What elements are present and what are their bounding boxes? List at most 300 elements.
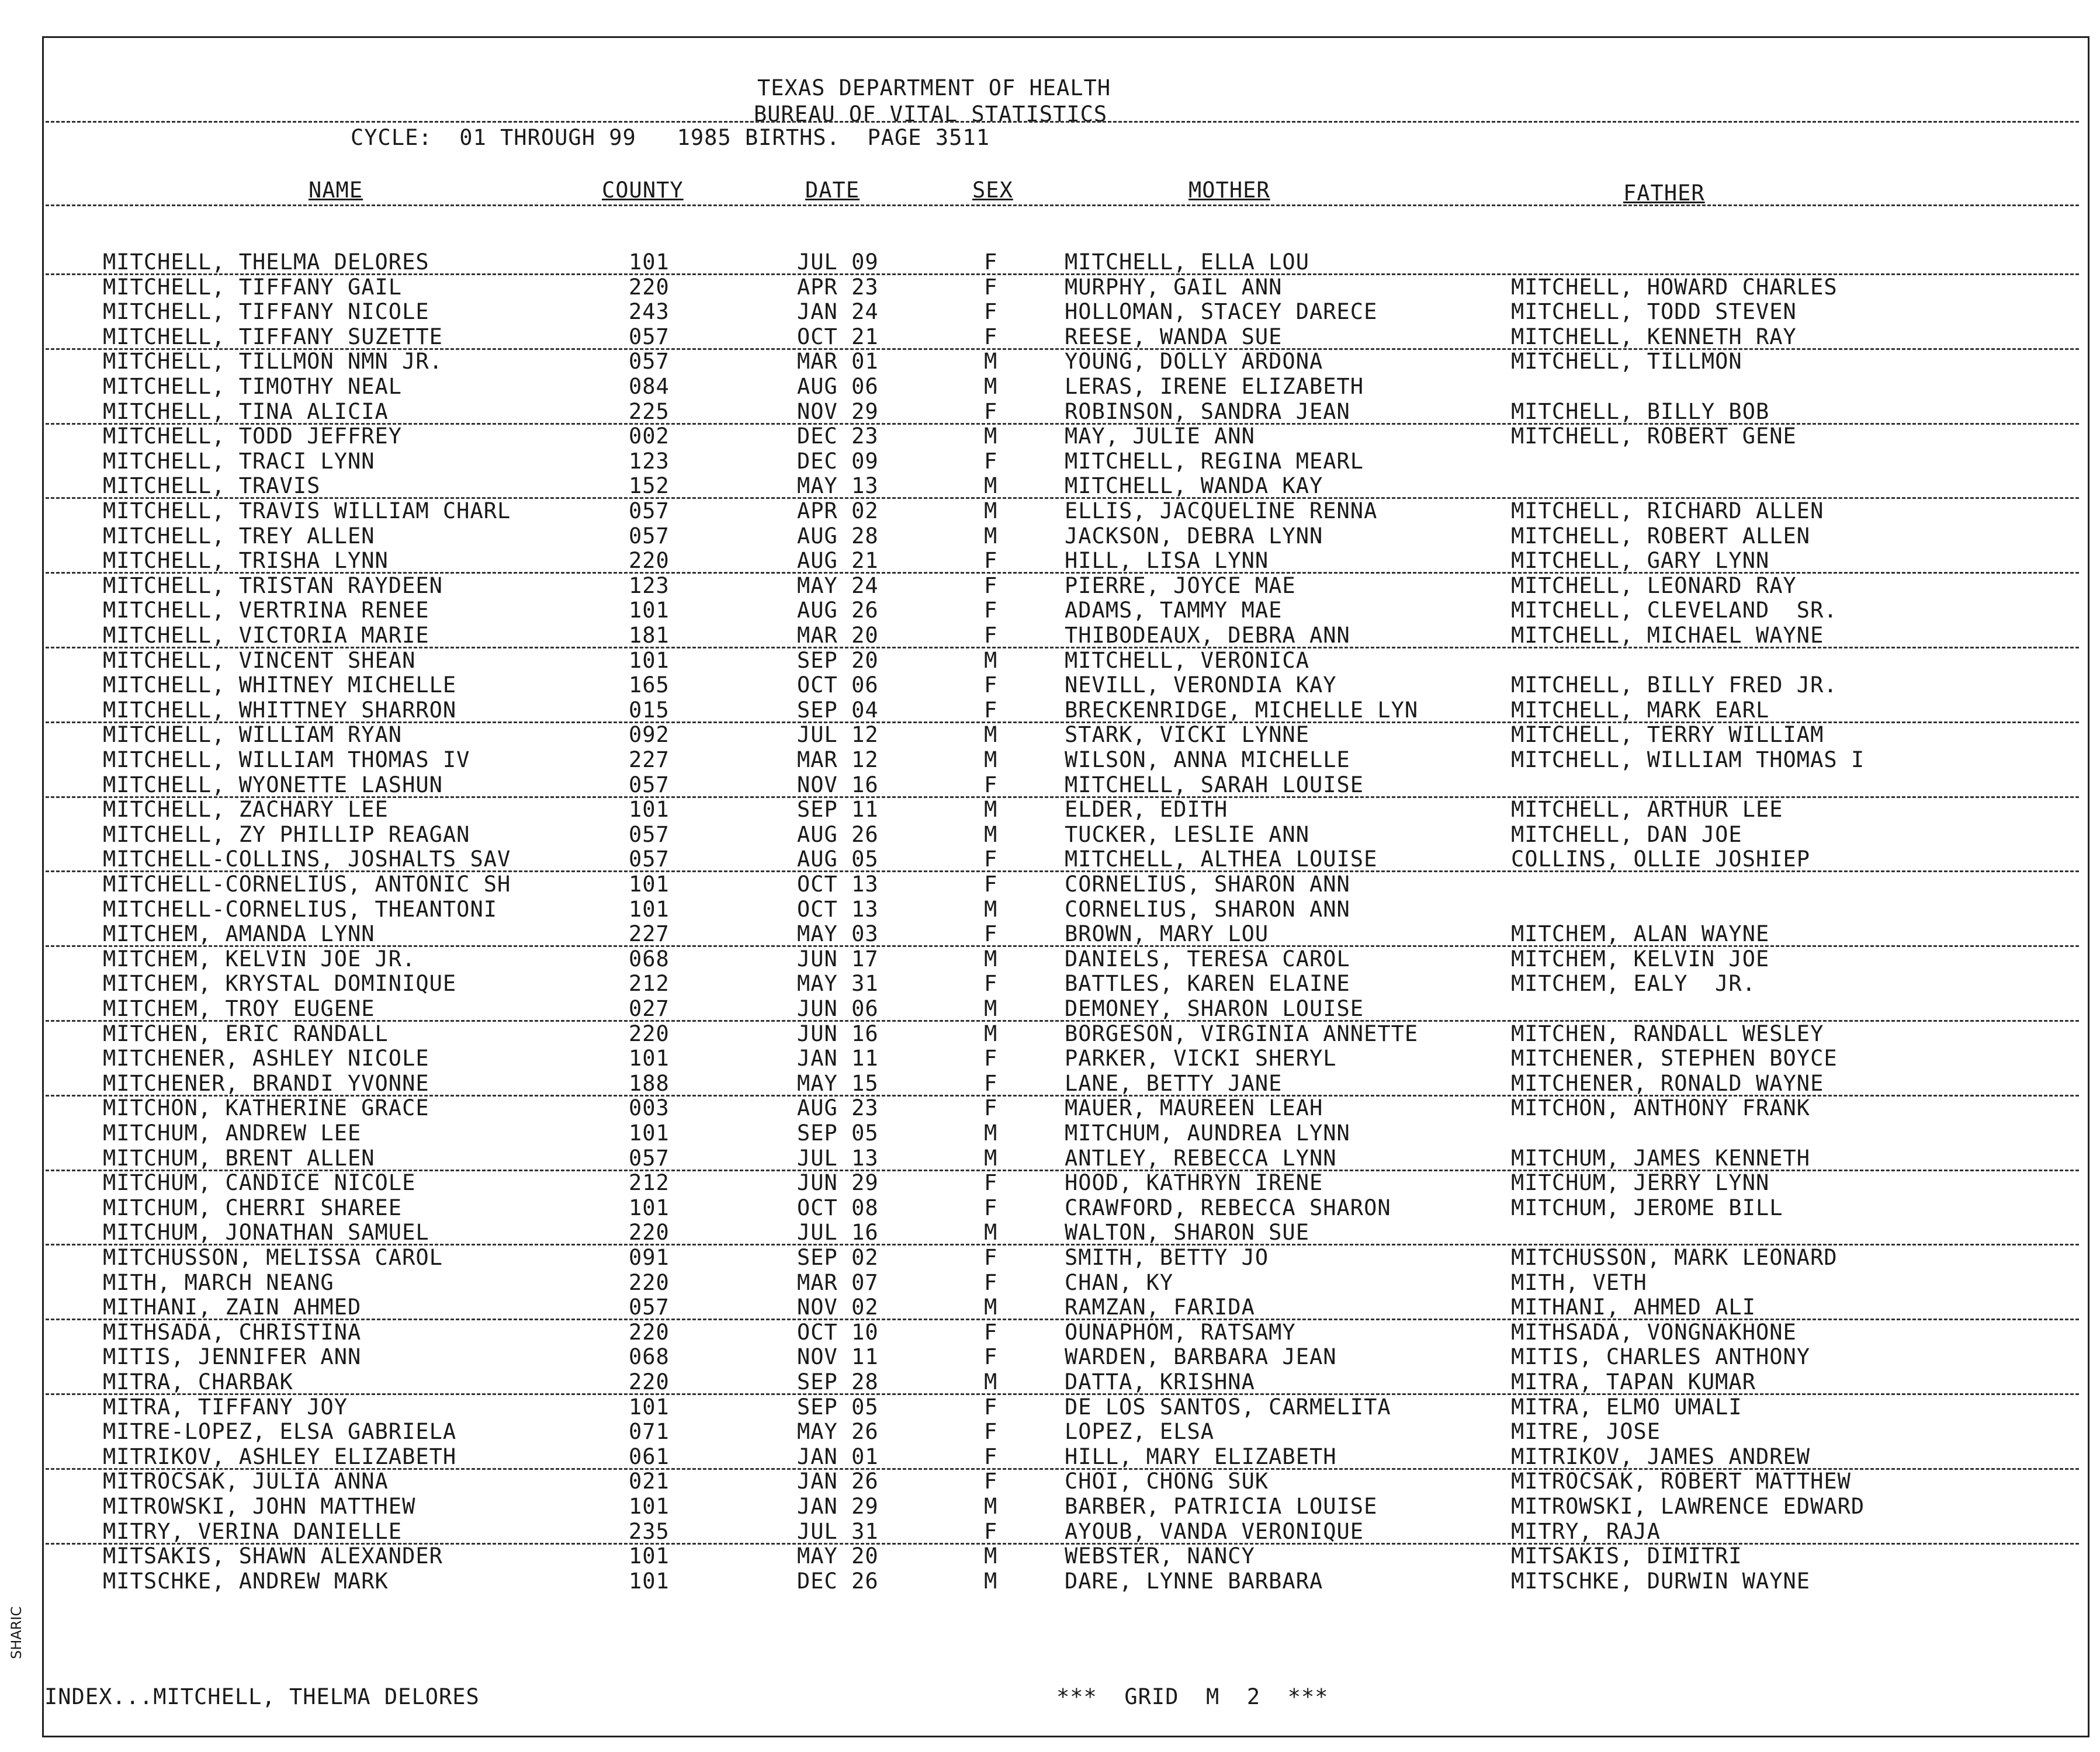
record-father: MITRA, ELMO UMALI bbox=[1511, 1394, 1742, 1420]
record-father: MITCHENER, RONALD WAYNE bbox=[1511, 1070, 1824, 1096]
record-name: MITCHELL, WHITTNEY SHARRON bbox=[103, 697, 457, 723]
record-sex: M bbox=[984, 424, 998, 449]
record-mother: YOUNG, DOLLY ARDONA bbox=[1065, 349, 1323, 374]
record-name: MITSAKIS, SHAWN ALEXANDER bbox=[103, 1543, 443, 1569]
record-mother: JACKSON, DEBRA LYNN bbox=[1065, 523, 1323, 549]
record-sex: F bbox=[984, 1469, 998, 1494]
record-date: AUG 26 bbox=[797, 821, 879, 847]
record-father: MITCHELL, BILLY BOB bbox=[1511, 398, 1770, 424]
record-date: JUL 31 bbox=[797, 1518, 879, 1544]
record-date: APR 23 bbox=[797, 274, 879, 300]
record-date: SEP 05 bbox=[797, 1120, 879, 1146]
record-county: 212 bbox=[629, 1170, 670, 1196]
record-father: MITCHEM, EALY JR. bbox=[1511, 971, 1756, 997]
record-father: MITCHENER, STEPHEN BOYCE bbox=[1511, 1046, 1838, 1071]
record-sex: F bbox=[984, 1170, 998, 1196]
record-name: MITCHELL, VICTORIA MARIE bbox=[103, 623, 429, 648]
header-rule bbox=[46, 121, 2079, 123]
record-mother: OUNAPHOM, RATSAMY bbox=[1065, 1319, 1296, 1345]
table-row bbox=[0, 275, 2100, 300]
record-mother: PARKER, VICKI SHERYL bbox=[1065, 1046, 1337, 1071]
table-row bbox=[0, 1271, 2100, 1295]
record-county: 021 bbox=[629, 1469, 670, 1494]
record-county: 057 bbox=[629, 1295, 670, 1320]
column-header-father: FATHER bbox=[1623, 181, 1705, 206]
record-mother: MITCHELL, ALTHEA LOUISE bbox=[1065, 846, 1378, 872]
record-date: JUL 13 bbox=[797, 1145, 879, 1171]
table-row bbox=[0, 1445, 2100, 1469]
record-father: MITIS, CHARLES ANTHONY bbox=[1511, 1344, 1811, 1370]
record-mother: BARBER, PATRICIA LOUISE bbox=[1065, 1494, 1378, 1519]
record-date: MAY 26 bbox=[797, 1419, 879, 1445]
table-row bbox=[0, 972, 2100, 996]
record-father: MITCHELL, ROBERT GENE bbox=[1511, 424, 1797, 449]
record-date: SEP 02 bbox=[797, 1245, 879, 1270]
record-father: MITROWSKI, LAWRENCE EDWARD bbox=[1511, 1494, 1865, 1519]
record-father: MITRIKOV, JAMES ANDREW bbox=[1511, 1444, 1811, 1469]
record-date: MAY 13 bbox=[797, 473, 879, 499]
record-sex: F bbox=[984, 1518, 998, 1544]
record-name: MITCHENER, ASHLEY NICOLE bbox=[103, 1046, 429, 1071]
column-header-name: NAME bbox=[309, 178, 363, 203]
record-date: JAN 29 bbox=[797, 1494, 879, 1519]
record-county: 220 bbox=[629, 1220, 670, 1246]
record-mother: MITCHELL, REGINA MEARL bbox=[1065, 448, 1364, 474]
record-date: MAY 31 bbox=[797, 971, 879, 997]
record-county: 165 bbox=[629, 672, 670, 698]
record-county: 227 bbox=[629, 747, 670, 772]
record-date: AUG 23 bbox=[797, 1095, 879, 1121]
record-county: 101 bbox=[629, 598, 670, 623]
record-sex: F bbox=[984, 1394, 998, 1420]
record-father: MITSCHKE, DURWIN WAYNE bbox=[1511, 1568, 1811, 1594]
table-row bbox=[0, 1420, 2100, 1444]
record-sex: M bbox=[984, 473, 998, 499]
table-row bbox=[0, 847, 2100, 872]
record-mother: CRAWFORD, REBECCA SHARON bbox=[1065, 1195, 1391, 1220]
record-date: OCT 13 bbox=[797, 872, 879, 897]
record-mother: HOOD, KATHRYN IRENE bbox=[1065, 1170, 1323, 1196]
table-row bbox=[0, 1220, 2100, 1245]
record-date: DEC 23 bbox=[797, 424, 879, 449]
record-sex: F bbox=[984, 1269, 998, 1295]
record-county: 091 bbox=[629, 1245, 670, 1270]
record-name: MITCHUM, CANDICE NICOLE bbox=[103, 1170, 416, 1196]
table-row bbox=[0, 499, 2100, 523]
record-sex: F bbox=[984, 1419, 998, 1445]
record-name: MITCHELL, TODD JEFFREY bbox=[103, 424, 403, 449]
record-mother: TUCKER, LESLIE ANN bbox=[1065, 821, 1309, 847]
record-father: MITCHELL, HOWARD CHARLES bbox=[1511, 274, 1838, 300]
record-mother: BORGESON, VIRGINIA ANNETTE bbox=[1065, 1021, 1419, 1046]
table-row bbox=[0, 524, 2100, 549]
record-county: 057 bbox=[629, 1145, 670, 1171]
table-row bbox=[0, 897, 2100, 922]
header-cycle: CYCLE: 01 THROUGH 99 1985 BIRTHS. PAGE 3511 bbox=[351, 125, 990, 150]
record-sex: F bbox=[984, 872, 998, 897]
record-mother: THIBODEAUX, DEBRA ANN bbox=[1065, 623, 1350, 648]
record-mother: MAY, JULIE ANN bbox=[1065, 424, 1255, 449]
record-date: JUL 12 bbox=[797, 722, 879, 748]
record-name: MITCHUSSON, MELISSA CAROL bbox=[103, 1245, 443, 1270]
record-father: MITRE, JOSE bbox=[1511, 1419, 1661, 1445]
record-name: MITRA, CHARBAK bbox=[103, 1369, 293, 1394]
record-county: 071 bbox=[629, 1419, 670, 1445]
record-name: MITCHEM, AMANDA LYNN bbox=[103, 921, 375, 947]
record-name: MITCHELL, TRISTAN RAYDEEN bbox=[103, 573, 443, 598]
record-name: MITCHELL, TRAVIS WILLIAM CHARL bbox=[103, 498, 511, 523]
record-mother: CORNELIUS, SHARON ANN bbox=[1065, 896, 1350, 922]
record-mother: DEMONEY, SHARON LOUISE bbox=[1065, 996, 1364, 1021]
record-county: 212 bbox=[629, 971, 670, 997]
table-row bbox=[0, 1295, 2100, 1320]
record-date: OCT 08 bbox=[797, 1195, 879, 1220]
record-father: MITHANI, AHMED ALI bbox=[1511, 1295, 1756, 1320]
record-mother: AYOUB, VANDA VERONIQUE bbox=[1065, 1518, 1364, 1544]
record-county: 123 bbox=[629, 573, 670, 598]
table-row bbox=[0, 300, 2100, 324]
table-row bbox=[0, 449, 2100, 474]
record-sex: F bbox=[984, 921, 998, 947]
record-mother: CHOI, CHONG SUK bbox=[1065, 1469, 1269, 1494]
record-sex: F bbox=[984, 697, 998, 723]
record-date: NOV 11 bbox=[797, 1344, 879, 1370]
record-mother: MITCHELL, WANDA KAY bbox=[1065, 473, 1323, 499]
table-row bbox=[0, 1345, 2100, 1369]
record-county: 225 bbox=[629, 398, 670, 424]
record-sex: M bbox=[984, 1295, 998, 1320]
record-mother: WEBSTER, NANCY bbox=[1065, 1543, 1255, 1569]
table-row bbox=[0, 1544, 2100, 1569]
table-row bbox=[0, 598, 2100, 623]
table-row bbox=[0, 549, 2100, 573]
record-sex: M bbox=[984, 896, 998, 922]
record-name: MITCHUM, CHERRI SHAREE bbox=[103, 1195, 403, 1220]
record-date: AUG 05 bbox=[797, 846, 879, 872]
record-county: 235 bbox=[629, 1518, 670, 1544]
record-mother: DE LOS SANTOS, CARMELITA bbox=[1065, 1394, 1391, 1420]
record-sex: F bbox=[984, 598, 998, 623]
table-row bbox=[0, 997, 2100, 1021]
record-sex: F bbox=[984, 1245, 998, 1270]
record-name: MITCHELL, VINCENT SHEAN bbox=[103, 647, 416, 673]
record-sex: M bbox=[984, 647, 998, 673]
table-row bbox=[0, 1395, 2100, 1420]
record-father: MITCHELL, DAN JOE bbox=[1511, 821, 1742, 847]
record-mother: HILL, LISA LYNN bbox=[1065, 548, 1269, 574]
record-sex: M bbox=[984, 1145, 998, 1171]
record-date: SEP 20 bbox=[797, 647, 879, 673]
column-header-rule bbox=[46, 204, 2079, 206]
record-date: SEP 04 bbox=[797, 697, 879, 723]
record-county: 227 bbox=[629, 921, 670, 947]
table-row bbox=[0, 1022, 2100, 1046]
record-date: OCT 21 bbox=[797, 324, 879, 349]
record-name: MITH, MARCH NEANG bbox=[103, 1269, 334, 1295]
table-row bbox=[0, 748, 2100, 772]
table-row bbox=[0, 1469, 2100, 1494]
record-date: AUG 06 bbox=[797, 374, 879, 399]
record-mother: NEVILL, VERONDIA KAY bbox=[1065, 672, 1337, 698]
record-father: MITCHELL, CLEVELAND SR. bbox=[1511, 598, 1838, 623]
record-mother: BATTLES, KAREN ELAINE bbox=[1065, 971, 1350, 997]
record-sex: M bbox=[984, 821, 998, 847]
record-mother: MITCHELL, SARAH LOUISE bbox=[1065, 772, 1364, 797]
record-name: MITRA, TIFFANY JOY bbox=[103, 1394, 348, 1420]
record-county: 220 bbox=[629, 274, 670, 300]
record-name: MITCHELL, WHITNEY MICHELLE bbox=[103, 672, 457, 698]
record-mother: HOLLOMAN, STACEY DARECE bbox=[1065, 299, 1378, 325]
record-name: MITCHELL, WYONETTE LASHUN bbox=[103, 772, 443, 797]
column-header-date: DATE bbox=[805, 178, 860, 203]
record-sex: M bbox=[984, 1021, 998, 1046]
table-row bbox=[0, 623, 2100, 648]
record-father: MITSAKIS, DIMITRI bbox=[1511, 1543, 1742, 1569]
record-father: MITROCSAK, ROBERT MATTHEW bbox=[1511, 1469, 1851, 1494]
record-name: MITCHELL, TILLMON NMN JR. bbox=[103, 349, 443, 374]
table-row bbox=[0, 797, 2100, 822]
record-name: MITCHON, KATHERINE GRACE bbox=[103, 1095, 429, 1121]
record-date: AUG 28 bbox=[797, 523, 879, 549]
record-name: MITROCSAK, JULIA ANNA bbox=[103, 1469, 389, 1494]
record-mother: BRECKENRIDGE, MICHELLE LYN bbox=[1065, 697, 1419, 723]
record-sex: F bbox=[984, 548, 998, 574]
record-sex: F bbox=[984, 1444, 998, 1469]
record-father: MITCHELL, ARTHUR LEE bbox=[1511, 797, 1783, 823]
table-row bbox=[0, 250, 2100, 275]
record-sex: F bbox=[984, 1046, 998, 1071]
record-date: JUL 16 bbox=[797, 1220, 879, 1246]
record-name: MITCHELL, TINA ALICIA bbox=[103, 398, 389, 424]
record-date: MAR 20 bbox=[797, 623, 879, 648]
record-date: OCT 06 bbox=[797, 672, 879, 698]
record-sex: M bbox=[984, 747, 998, 772]
table-row bbox=[0, 922, 2100, 946]
record-father: MITCHELL, WILLIAM THOMAS I bbox=[1511, 747, 1865, 772]
header-bureau: BUREAU OF VITAL STATISTICS bbox=[754, 102, 1108, 127]
record-sex: M bbox=[984, 946, 998, 972]
record-date: NOV 02 bbox=[797, 1295, 879, 1320]
record-sex: M bbox=[984, 1369, 998, 1394]
record-mother: STARK, VICKI LYNNE bbox=[1065, 722, 1309, 748]
record-sex: F bbox=[984, 448, 998, 474]
record-county: 057 bbox=[629, 349, 670, 374]
record-date: MAY 15 bbox=[797, 1070, 879, 1096]
record-sex: M bbox=[984, 722, 998, 748]
record-mother: ADAMS, TAMMY MAE bbox=[1065, 598, 1283, 623]
record-sex: M bbox=[984, 349, 998, 374]
record-father: MITCHELL, TODD STEVEN bbox=[1511, 299, 1797, 325]
record-name: MITCHELL, WILLIAM RYAN bbox=[103, 722, 403, 748]
record-date: MAY 03 bbox=[797, 921, 879, 947]
record-name: MITCHELL, WILLIAM THOMAS IV bbox=[103, 747, 470, 772]
record-name: MITCHEM, KELVIN JOE JR. bbox=[103, 946, 416, 972]
record-county: 015 bbox=[629, 697, 670, 723]
table-row bbox=[0, 325, 2100, 349]
record-father: MITCHELL, GARY LYNN bbox=[1511, 548, 1770, 574]
record-father: MITCHELL, BILLY FRED JR. bbox=[1511, 672, 1838, 698]
record-name: MITCHELL, TRACI LYNN bbox=[103, 448, 375, 474]
record-date: NOV 29 bbox=[797, 398, 879, 424]
record-name: MITCHEN, ERIC RANDALL bbox=[103, 1021, 389, 1046]
record-county: 152 bbox=[629, 473, 670, 499]
record-county: 101 bbox=[629, 872, 670, 897]
table-row bbox=[0, 424, 2100, 449]
table-row bbox=[0, 673, 2100, 698]
record-father: MITCHEM, ALAN WAYNE bbox=[1511, 921, 1770, 947]
record-name: MITCHELL-CORNELIUS, ANTONIC SH bbox=[103, 872, 511, 897]
record-name: MITCHELL, ZACHARY LEE bbox=[103, 797, 389, 823]
record-father: MITCHEM, KELVIN JOE bbox=[1511, 946, 1770, 972]
record-mother: LANE, BETTY JANE bbox=[1065, 1070, 1283, 1096]
record-father: MITCHELL, LEONARD RAY bbox=[1511, 573, 1797, 598]
record-mother: ROBINSON, SANDRA JEAN bbox=[1065, 398, 1350, 424]
record-county: 003 bbox=[629, 1095, 670, 1121]
record-name: MITRIKOV, ASHLEY ELIZABETH bbox=[103, 1444, 457, 1469]
record-father: MITCHUSSON, MARK LEONARD bbox=[1511, 1245, 1838, 1270]
table-row bbox=[0, 1146, 2100, 1171]
table-row bbox=[0, 1569, 2100, 1594]
record-name: MITSCHKE, ANDREW MARK bbox=[103, 1568, 389, 1594]
record-county: 181 bbox=[629, 623, 670, 648]
table-row bbox=[0, 400, 2100, 424]
record-sex: M bbox=[984, 523, 998, 549]
record-sex: F bbox=[984, 772, 998, 797]
record-father: MITCHUM, JAMES KENNETH bbox=[1511, 1145, 1811, 1171]
record-name: MITCHEM, TROY EUGENE bbox=[103, 996, 375, 1021]
record-county: 068 bbox=[629, 1344, 670, 1370]
record-county: 101 bbox=[629, 1494, 670, 1519]
column-header-sex: SEX bbox=[972, 178, 1013, 203]
record-name: MITCHUM, ANDREW LEE bbox=[103, 1120, 362, 1146]
record-county: 243 bbox=[629, 299, 670, 325]
record-father: MITCHEN, RANDALL WESLEY bbox=[1511, 1021, 1824, 1046]
record-sex: F bbox=[984, 249, 998, 275]
record-father: MITCHELL, ROBERT ALLEN bbox=[1511, 523, 1811, 549]
record-name: MITCHENER, BRANDI YVONNE bbox=[103, 1070, 429, 1096]
footer-grid: *** GRID M 2 *** bbox=[1056, 1684, 1329, 1709]
table-row bbox=[0, 947, 2100, 972]
table-row bbox=[0, 574, 2100, 598]
record-mother: ELLIS, JACQUELINE RENNA bbox=[1065, 498, 1378, 523]
record-name: MITCHELL, TRISHA LYNN bbox=[103, 548, 389, 574]
record-county: 123 bbox=[629, 448, 670, 474]
record-county: 101 bbox=[629, 896, 670, 922]
record-county: 101 bbox=[629, 1543, 670, 1569]
record-name: MITIS, JENNIFER ANN bbox=[103, 1344, 362, 1370]
record-date: MAR 07 bbox=[797, 1269, 879, 1295]
record-name: MITCHELL-COLLINS, JOSHALTS SAV bbox=[103, 846, 511, 872]
record-date: DEC 26 bbox=[797, 1568, 879, 1594]
record-sex: F bbox=[984, 971, 998, 997]
record-county: 027 bbox=[629, 996, 670, 1021]
table-row bbox=[0, 823, 2100, 847]
record-father: MITRY, RAJA bbox=[1511, 1518, 1661, 1544]
table-row bbox=[0, 1246, 2100, 1270]
record-date: JAN 24 bbox=[797, 299, 879, 325]
record-sex: F bbox=[984, 573, 998, 598]
record-mother: HILL, MARY ELIZABETH bbox=[1065, 1444, 1337, 1469]
record-father: MITCHUM, JEROME BILL bbox=[1511, 1195, 1783, 1220]
record-county: 061 bbox=[629, 1444, 670, 1469]
record-sex: F bbox=[984, 398, 998, 424]
table-row bbox=[0, 648, 2100, 673]
record-father: MITCHELL, TERRY WILLIAM bbox=[1511, 722, 1824, 748]
record-name: MITROWSKI, JOHN MATTHEW bbox=[103, 1494, 416, 1519]
record-name: MITCHELL, VERTRINA RENEE bbox=[103, 598, 429, 623]
record-mother: WARDEN, BARBARA JEAN bbox=[1065, 1344, 1337, 1370]
record-name: MITHANI, ZAIN AHMED bbox=[103, 1295, 362, 1320]
record-date: OCT 10 bbox=[797, 1319, 879, 1345]
record-date: APR 02 bbox=[797, 498, 879, 523]
record-date: JUN 16 bbox=[797, 1021, 879, 1046]
record-sex: M bbox=[984, 374, 998, 399]
record-sex: M bbox=[984, 1543, 998, 1569]
record-county: 220 bbox=[629, 1021, 670, 1046]
record-date: AUG 26 bbox=[797, 598, 879, 623]
footer-index: INDEX...MITCHELL, THELMA DELORES bbox=[44, 1684, 480, 1709]
record-sex: M bbox=[984, 1120, 998, 1146]
record-father: MITCHUM, JERRY LYNN bbox=[1511, 1170, 1770, 1196]
record-county: 057 bbox=[629, 846, 670, 872]
record-name: MITCHEM, KRYSTAL DOMINIQUE bbox=[103, 971, 457, 997]
record-sex: F bbox=[984, 299, 998, 325]
record-father: MITRA, TAPAN KUMAR bbox=[1511, 1369, 1756, 1394]
table-row bbox=[0, 1494, 2100, 1519]
record-date: MAR 01 bbox=[797, 349, 879, 374]
record-county: 002 bbox=[629, 424, 670, 449]
record-date: JAN 01 bbox=[797, 1444, 879, 1469]
record-sex: M bbox=[984, 1568, 998, 1594]
table-row bbox=[0, 1171, 2100, 1195]
record-sex: M bbox=[984, 797, 998, 823]
record-date: SEP 11 bbox=[797, 797, 879, 823]
record-mother: MURPHY, GAIL ANN bbox=[1065, 274, 1283, 300]
record-name: MITCHUM, JONATHAN SAMUEL bbox=[103, 1220, 429, 1246]
record-mother: ANTLEY, REBECCA LYNN bbox=[1065, 1145, 1337, 1171]
record-mother: CORNELIUS, SHARON ANN bbox=[1065, 872, 1350, 897]
record-father: MITCHELL, MARK EARL bbox=[1511, 697, 1770, 723]
header-department: TEXAS DEPARTMENT OF HEALTH bbox=[757, 75, 1111, 100]
record-date: JAN 11 bbox=[797, 1046, 879, 1071]
table-row bbox=[0, 474, 2100, 498]
record-sex: M bbox=[984, 1220, 998, 1246]
record-name: MITCHELL, ZY PHILLIP REAGAN bbox=[103, 821, 470, 847]
record-sex: M bbox=[984, 498, 998, 523]
table-row bbox=[0, 723, 2100, 747]
record-mother: LERAS, IRENE ELIZABETH bbox=[1065, 374, 1364, 399]
record-county: 057 bbox=[629, 324, 670, 349]
record-name: MITCHELL, TREY ALLEN bbox=[103, 523, 375, 549]
record-name: MITRY, VERINA DANIELLE bbox=[103, 1518, 403, 1544]
record-county: 084 bbox=[629, 374, 670, 399]
record-mother: SMITH, BETTY JO bbox=[1065, 1245, 1269, 1270]
record-county: 057 bbox=[629, 523, 670, 549]
record-date: JAN 26 bbox=[797, 1469, 879, 1494]
record-county: 220 bbox=[629, 1269, 670, 1295]
record-county: 220 bbox=[629, 1369, 670, 1394]
record-sex: F bbox=[984, 623, 998, 648]
table-row bbox=[0, 1370, 2100, 1394]
record-date: NOV 16 bbox=[797, 772, 879, 797]
table-row bbox=[0, 1121, 2100, 1146]
record-mother: MITCHELL, VERONICA bbox=[1065, 647, 1309, 673]
record-father: COLLINS, OLLIE JOSHIEP bbox=[1511, 846, 1811, 872]
record-county: 101 bbox=[629, 647, 670, 673]
table-row bbox=[0, 872, 2100, 897]
column-header-county: COUNTY bbox=[602, 178, 684, 203]
table-row bbox=[0, 1519, 2100, 1544]
